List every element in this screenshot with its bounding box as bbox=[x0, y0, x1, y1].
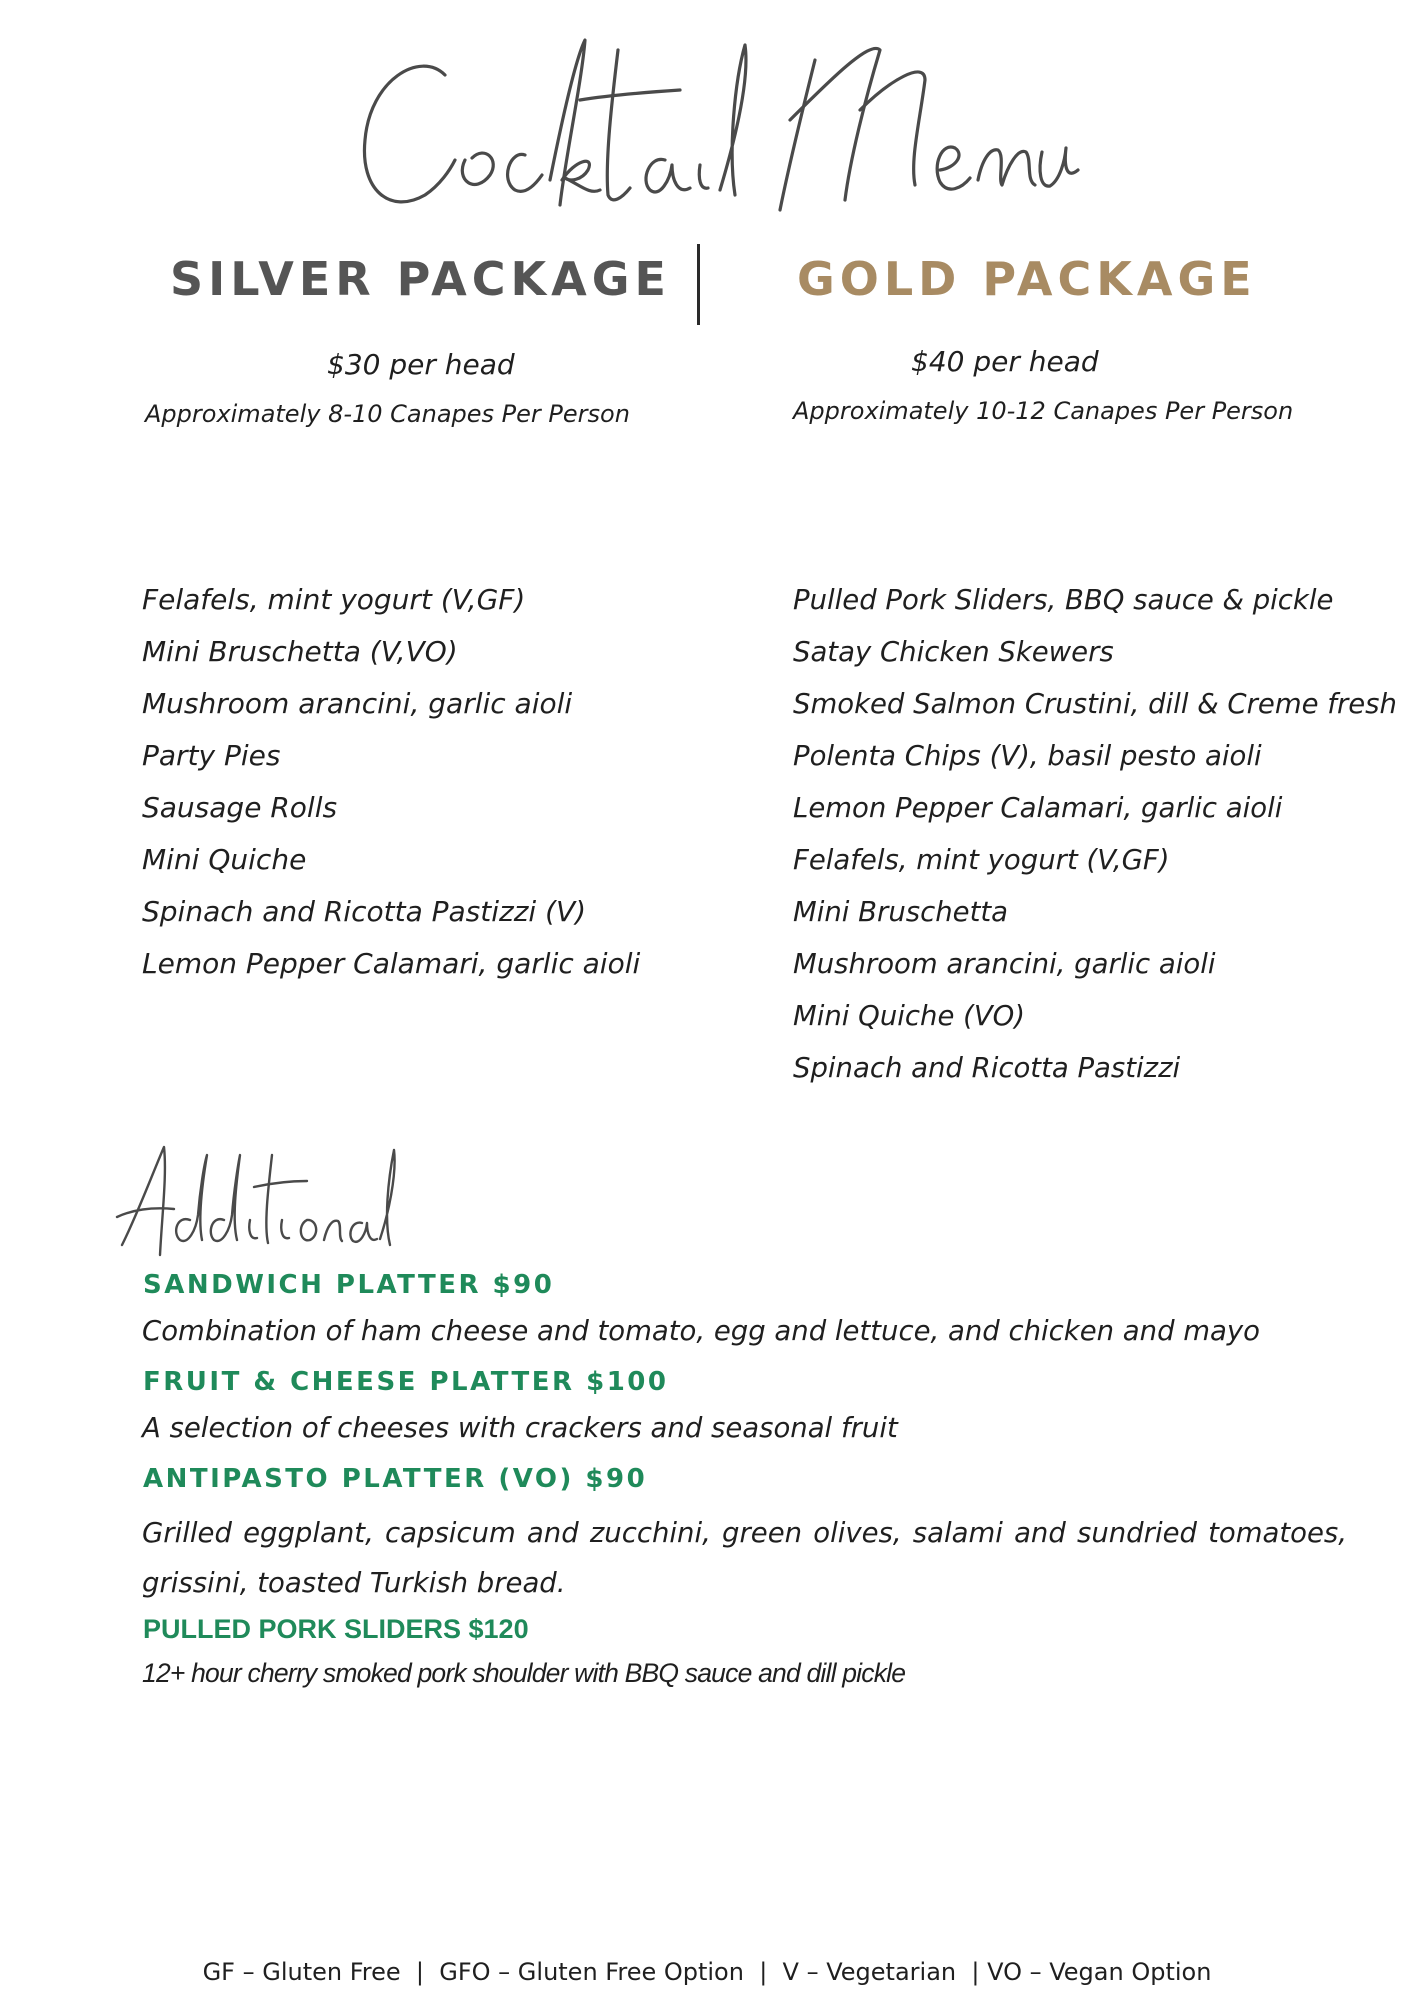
sandwich-platter-description: Combination of ham cheese and tomato, egg and lettuce, and chicken and mayo bbox=[142, 1315, 1261, 1347]
dietary-legend-footer: GF – Gluten Free | GFO – Gluten Free Option | V – Vegetarian | VO – Vegan Option bbox=[202, 1958, 1212, 1986]
gold-menu-item: Lemon Pepper Calamari, garlic aioli bbox=[793, 792, 1283, 824]
cocktail-menu-script-title bbox=[350, 20, 1090, 240]
package-divider bbox=[697, 244, 700, 325]
gold-price: $40 per head bbox=[911, 345, 1099, 378]
gold-menu-item: Mushroom arancini, garlic aioli bbox=[793, 948, 1216, 980]
gold-menu-item: Felafels, mint yogurt (V,GF) bbox=[793, 844, 1170, 876]
gold-menu-item: Mini Bruschetta bbox=[793, 896, 1008, 928]
antipasto-platter-description: Grilled eggplant, capsicum and zucchini, green olives, salami and sundried tomatoes, grissini, toasted Turkish bread. bbox=[142, 1517, 1347, 1599]
fruit-cheese-platter-description: A selection of cheeses with crackers and seasonal fruit bbox=[142, 1412, 898, 1444]
silver-menu-item: Mini Bruschetta (V,VO) bbox=[142, 635, 458, 668]
gold-menu-item: Pulled Pork Sliders, BBQ sauce & pickle bbox=[793, 584, 1334, 616]
gold-menu-item: Mini Quiche (VO) bbox=[793, 1000, 1026, 1032]
silver-menu-item: Mini Quiche bbox=[142, 843, 307, 876]
gold-menu-item: Spinach and Ricotta Pastizzi bbox=[793, 1052, 1181, 1084]
gold-menu-item: Satay Chicken Skewers bbox=[793, 636, 1114, 668]
silver-menu-item: Spinach and Ricotta Pastizzi (V) bbox=[142, 895, 587, 928]
gold-menu-item: Smoked Salmon Crustini, dill & Creme fresh bbox=[793, 688, 1397, 720]
silver-canape-count: Approximately 8-10 Canapes Per Person bbox=[145, 400, 630, 428]
silver-menu-list bbox=[142, 574, 640, 990]
silver-menu-item: Sausage Rolls bbox=[142, 791, 338, 824]
silver-menu-item: Mushroom arancini, garlic aioli bbox=[142, 687, 573, 720]
gold-canape-count: Approximately 10-12 Canapes Per Person bbox=[793, 397, 1294, 425]
gold-menu-item: Polenta Chips (V), basil pesto aioli bbox=[793, 740, 1262, 772]
silver-menu-item: Party Pies bbox=[142, 739, 281, 772]
fruit-cheese-platter-heading: FRUIT & CHEESE PLATTER $100 bbox=[143, 1367, 669, 1397]
pulled-pork-sliders-description: 12+ hour cherry smoked pork shoulder with BBQ sauce and dill pickle bbox=[142, 1658, 906, 1688]
additional-script-title bbox=[112, 1135, 402, 1265]
antipasto-platter-heading: ANTIPASTO PLATTER (VO) $90 bbox=[143, 1464, 648, 1494]
silver-menu-item: Felafels, mint yogurt (V,GF) bbox=[142, 583, 526, 616]
silver-menu-item: Lemon Pepper Calamari, garlic aioli bbox=[142, 947, 641, 980]
pulled-pork-sliders-heading: PULLED PORK SLIDERS $120 bbox=[143, 1614, 529, 1644]
sandwich-platter-heading: SANDWICH PLATTER $90 bbox=[143, 1270, 555, 1300]
silver-package-title: SILVER PACKAGE bbox=[170, 252, 671, 306]
gold-package-title: GOLD PACKAGE bbox=[797, 252, 1257, 306]
silver-price: $30 per head bbox=[327, 348, 515, 381]
gold-menu-list bbox=[793, 574, 1397, 1094]
